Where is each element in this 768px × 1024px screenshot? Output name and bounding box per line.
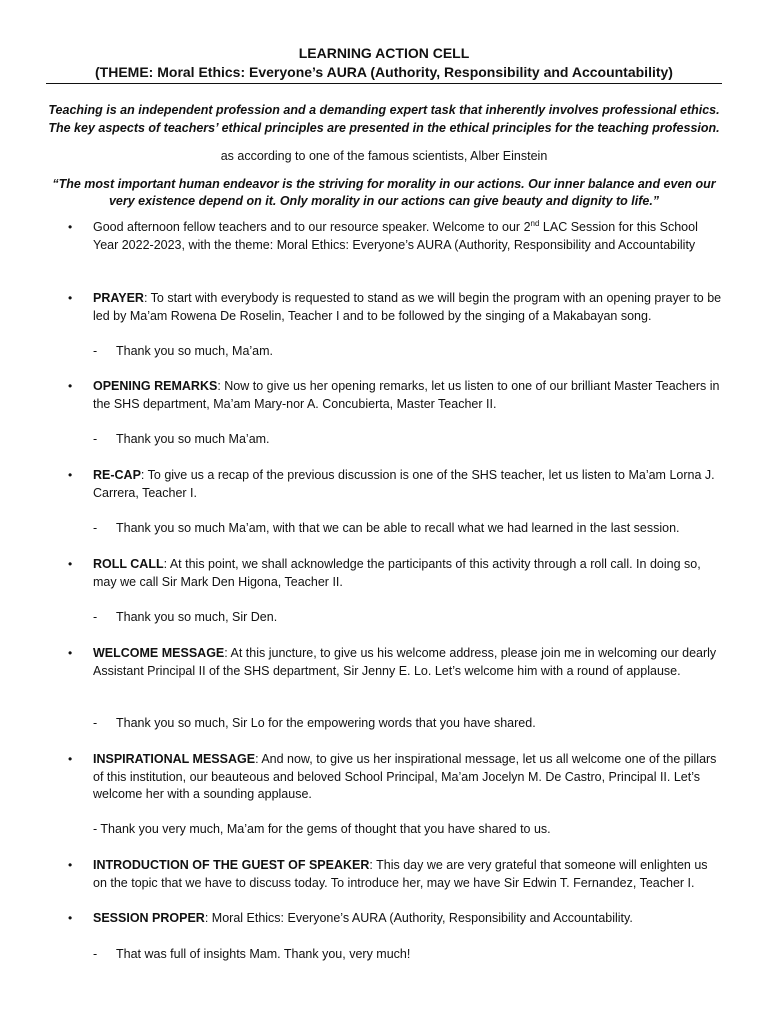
thanks-opening-remarks: [93, 431, 733, 449]
item-text: : At this point, we shall acknowledge the participants of this activity through a roll call. In doing so, may we call Sir Mark Den Higona, Teacher II.: [93, 557, 701, 589]
dash-marker: -: [93, 432, 98, 446]
intro-quote-line-2: very existence depend on it. Only morality in our actions can give beauty and dignity to life.”: [108, 194, 660, 208]
thanks-session-proper: [93, 946, 733, 964]
document-theme: (THEME: Moral Ethics: Everyone’s AURA (Authority, Responsibility and Accountability): [95, 64, 673, 80]
thanks-text: Thank you so much, Sir Den.: [116, 610, 278, 624]
dash-marker: -: [93, 344, 98, 358]
item-label: PRAYER: [93, 291, 144, 305]
thanks-recap: [93, 520, 733, 538]
list-item-prayer: [68, 290, 723, 325]
list-item-inspirational-message: [68, 751, 723, 804]
bullet-icon: •: [68, 291, 73, 305]
bullet-icon: •: [68, 468, 73, 482]
item-label: INTRODUCTION OF THE GUEST OF SPEAKER: [93, 858, 370, 872]
bullet-icon: •: [68, 646, 73, 660]
item-text: : Moral Ethics: Everyone’s AURA (Authority, Responsibility and Accountability.: [204, 911, 633, 925]
item-text: : Now to give us her opening remarks, let us listen to one of our brilliant Master Teachers in the SHS department, Ma’am Mary-nor A. Concubierta, Master Teacher II.: [93, 379, 720, 411]
greeting-text-end: LAC Session for this School Year 2022-2023, with the theme: Moral Ethics: Everyone’s AURA (Authority, Responsibility and Accountability: [93, 220, 698, 252]
dash-marker: -: [93, 947, 98, 961]
item-text: : And now, to give us her inspirational message, let us all welcome one of the pillars of this institution, our beauteous and beloved School Principal, Ma’am Jocelyn M. De Castro, Principal II. Let’s welcome her with a sounding applause.: [93, 752, 717, 802]
thanks-welcome-message: [93, 715, 733, 733]
thanks-roll-call: [93, 609, 733, 627]
intro-quote-line-1: “The most important human endeavor is the striving for morality in our actions. Our inner balance and even our: [52, 177, 716, 191]
dash-marker: -: [93, 610, 98, 624]
list-item-welcome-message: [68, 645, 723, 680]
thanks-text: That was full of insights Mam. Thank you, very much!: [116, 947, 411, 961]
bullet-icon: •: [68, 752, 73, 766]
item-label: SESSION PROPER: [93, 911, 205, 925]
bullet-icon: •: [68, 858, 73, 872]
document-title: LEARNING ACTION CELL: [298, 45, 470, 61]
thanks-text: Thank you so much, Sir Lo for the empowering words that you have shared.: [116, 716, 536, 730]
dash-marker: -: [93, 521, 98, 535]
thanks-text: Thank you so much, Ma’am.: [116, 344, 274, 358]
thanks-text: Thank you so much Ma’am.: [116, 432, 270, 446]
greeting-text-start: Good afternoon fellow teachers and to our resource speaker. Welcome to our 2: [93, 220, 531, 234]
bullet-icon: •: [68, 911, 73, 925]
list-item-recap: [68, 467, 723, 502]
list-item-greeting: [68, 218, 723, 254]
item-text: : To start with everybody is requested to stand as we will begin the program with an opening prayer to be led by Ma’am Rowena De Roselin, Teacher I and to be followed by the singing of a Makabayan song.: [93, 291, 722, 323]
title-underline: [46, 83, 722, 84]
list-item-roll-call: [68, 556, 723, 591]
dash-marker: -: [93, 716, 98, 730]
item-label: OPENING REMARKS: [93, 379, 218, 393]
intro-attribution: as according to one of the famous scientists, Alber Einstein: [220, 149, 548, 163]
intro-statement-line-1: Teaching is an independent profession and a demanding expert task that inherently involves professional ethics.: [48, 103, 720, 117]
intro-statement-line-2: The key aspects of teachers’ ethical principles are presented in the ethical principles for the teaching profession.: [48, 121, 720, 135]
list-item-session-proper: [68, 910, 723, 928]
ordinal-suffix: nd: [530, 218, 540, 228]
item-text: : This day we are very grateful that someone will enlighten us on the topic that we have to discuss today. To introduce her, may we have Sir Edwin T. Fernandez, Teacher I.: [93, 858, 708, 890]
item-label: ROLL CALL: [93, 557, 164, 571]
list-item-opening-remarks: [68, 378, 723, 413]
item-text: : At this juncture, to give us his welcome address, please join me in welcoming our dearly Assistant Principal II of the SHS department, Sir Jenny E. Lo. Let’s welcome him with a round of applause.: [93, 646, 717, 678]
thanks-inspirational-message: - Thank you very much, Ma’am for the gems of thought that you have shared to us.: [93, 822, 551, 836]
item-label: WELCOME MESSAGE: [93, 646, 225, 660]
thanks-text: Thank you so much Ma’am, with that we can be able to recall what we had learned in the last session.: [116, 521, 680, 535]
list-item-introduction-guest-speaker: [68, 857, 723, 892]
bullet-icon: •: [68, 557, 73, 571]
item-text: : To give us a recap of the previous discussion is one of the SHS teacher, let us listen to Ma’am Lorna J. Carrera, Teacher I.: [93, 468, 715, 500]
bullet-icon: •: [68, 220, 73, 234]
bullet-icon: •: [68, 379, 73, 393]
item-label: RE-CAP: [93, 468, 141, 482]
thanks-prayer: [93, 343, 733, 361]
item-label: INSPIRATIONAL MESSAGE: [93, 752, 256, 766]
